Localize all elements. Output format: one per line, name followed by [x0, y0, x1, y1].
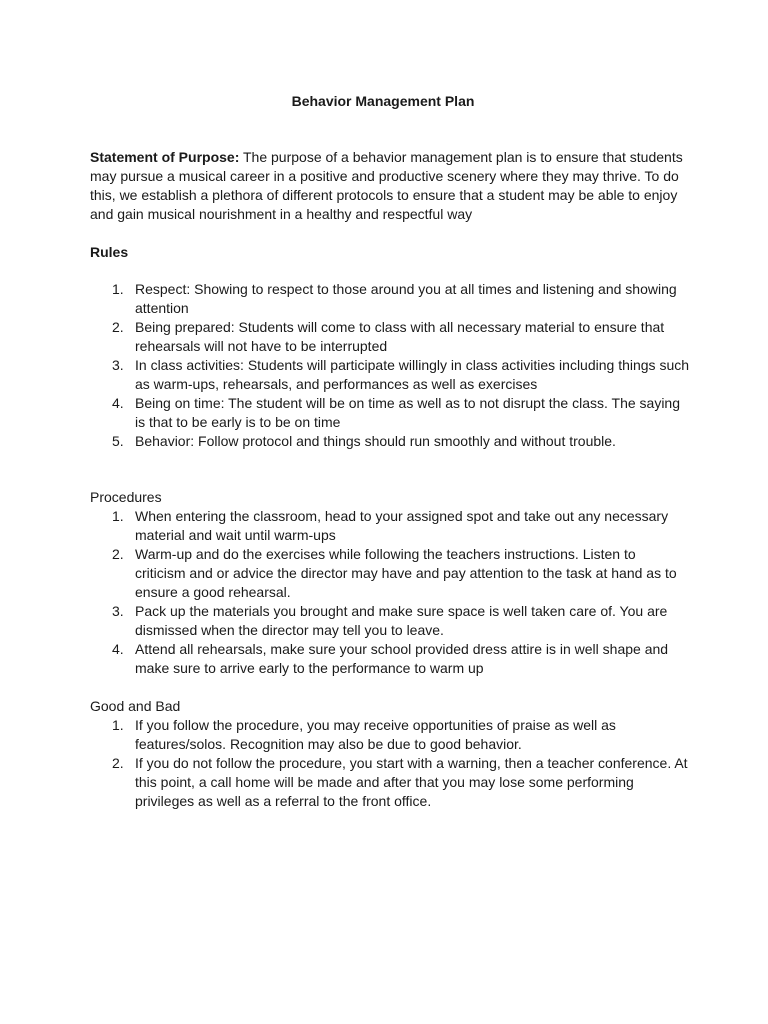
- procedure-item: [90, 640, 690, 678]
- rule-item: [90, 394, 690, 432]
- procedures-heading: Procedures: [90, 489, 162, 505]
- rule-item: [90, 356, 690, 394]
- procedure-item: [90, 545, 690, 602]
- procedure-number: 1.: [112, 508, 124, 524]
- rule-item: [90, 318, 690, 356]
- consequence-text: If you follow the procedure, you may receive opportunities of praise as well as features/solos. Recognition may also be due to good behavior.: [135, 717, 616, 752]
- procedure-text: When entering the classroom, head to your assigned spot and take out any necessary material and wait until warm-ups: [135, 508, 669, 543]
- procedure-item: [90, 507, 690, 545]
- rule-number: 3.: [112, 357, 124, 373]
- consequence-number: 1.: [112, 717, 124, 733]
- procedure-number: 3.: [112, 603, 124, 619]
- consequence-item: [90, 716, 690, 754]
- rule-item: [90, 432, 690, 451]
- consequence-text: If you do not follow the procedure, you start with a warning, then a teacher conference. At this point, a call home will be made and after that you may lose some performing privileges as well as a referral to the front office.: [135, 755, 688, 809]
- consequence-item: [90, 754, 690, 811]
- consequence-number: 2.: [112, 755, 124, 771]
- purpose-text: The purpose of a behavior management plan is to ensure that students may pursue a musical career in a positive and productive scenery where they may thrive. To do this, we establish a plethora of different protocols to ensure that a student may be able to enjoy and gain musical nourishment in a healthy and respectful way: [90, 149, 683, 222]
- rule-number: 1.: [112, 281, 124, 297]
- rule-text: Behavior: Follow protocol and things should run smoothly and without trouble.: [135, 433, 616, 449]
- rule-text: Being on time: The student will be on time as well as to not disrupt the class. The saying is that to be early is to be on time: [135, 395, 680, 430]
- rule-text: In class activities: Students will participate willingly in class activities including things such as warm-ups, rehearsals, and performances as well as exercises: [135, 357, 690, 392]
- procedure-item: [90, 602, 690, 640]
- rules-heading: Rules: [90, 244, 129, 260]
- procedure-text: Attend all rehearsals, make sure your school provided dress attire is in well shape and make sure to arrive early to the performance to warm up: [135, 641, 669, 676]
- rule-number: 5.: [112, 433, 124, 449]
- purpose-label: Statement of Purpose:: [90, 149, 240, 165]
- document-title: Behavior Management Plan: [291, 93, 475, 109]
- rule-text: Being prepared: Students will come to class with all necessary material to ensure that rehearsals will not have to be interrupted: [135, 319, 665, 354]
- procedures-list: [90, 507, 690, 678]
- procedure-number: 4.: [112, 641, 124, 657]
- rule-text: Respect: Showing to respect to those around you at all times and listening and showing attention: [135, 281, 677, 316]
- rule-number: 4.: [112, 395, 124, 411]
- procedure-text: Pack up the materials you brought and make sure space is well taken care of. You are dismissed when the director may tell you to leave.: [135, 603, 668, 638]
- rule-item: [90, 280, 690, 318]
- procedure-number: 2.: [112, 546, 124, 562]
- good-and-bad-list: [90, 716, 690, 811]
- rule-number: 2.: [112, 319, 124, 335]
- rules-list: [90, 280, 690, 451]
- good-and-bad-heading: Good and Bad: [90, 698, 181, 714]
- document-page: [90, 92, 690, 811]
- statement-of-purpose: [90, 148, 690, 224]
- procedure-text: Warm-up and do the exercises while following the teachers instructions. Listen to criticism and or advice the director may have and pay attention to the task at hand as to ensure a good rehearsal.: [135, 546, 677, 600]
